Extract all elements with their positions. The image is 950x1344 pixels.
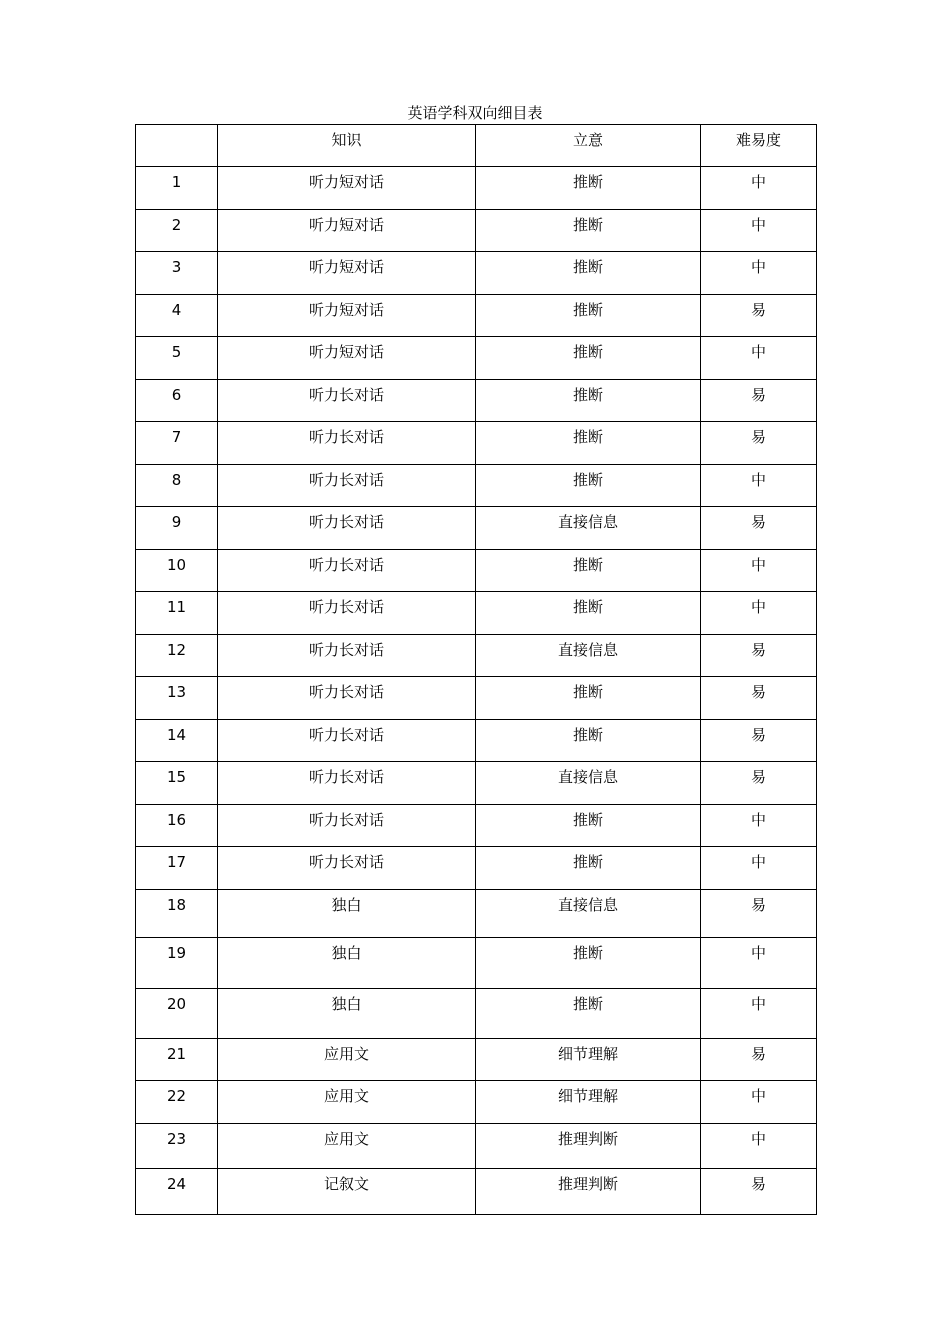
difficulty-cell: 中 (701, 210, 817, 252)
difficulty-cell: 易 (701, 1039, 817, 1081)
intent-cell: 推断 (476, 252, 701, 295)
difficulty-cell: 中 (701, 592, 817, 635)
table-row (136, 507, 817, 550)
table-row (136, 762, 817, 805)
row-number-cell: 18 (136, 890, 218, 938)
table-row (136, 380, 817, 422)
intent-cell: 直接信息 (476, 507, 701, 550)
difficulty-cell: 易 (701, 295, 817, 337)
table-row (136, 677, 817, 720)
difficulty-cell: 中 (701, 550, 817, 592)
difficulty-cell: 易 (701, 762, 817, 805)
knowledge-cell: 听力长对话 (218, 677, 476, 720)
difficulty-cell: 中 (701, 989, 817, 1039)
header-cell-number (136, 125, 218, 167)
row-number-cell: 1 (136, 167, 218, 210)
table-row (136, 938, 817, 989)
knowledge-cell: 独白 (218, 938, 476, 989)
knowledge-cell: 听力长对话 (218, 507, 476, 550)
difficulty-cell: 易 (701, 422, 817, 465)
intent-cell: 推断 (476, 550, 701, 592)
difficulty-cell: 易 (701, 635, 817, 677)
knowledge-cell: 听力长对话 (218, 422, 476, 465)
table-row (136, 989, 817, 1039)
row-number-cell: 5 (136, 337, 218, 380)
table-row (136, 167, 817, 210)
table-row (136, 1081, 817, 1124)
intent-cell: 直接信息 (476, 635, 701, 677)
table-row (136, 1039, 817, 1081)
knowledge-cell: 应用文 (218, 1124, 476, 1169)
table-row (136, 295, 817, 337)
row-number-cell: 4 (136, 295, 218, 337)
row-number-cell: 6 (136, 380, 218, 422)
table-row (136, 1169, 817, 1215)
table-row (136, 805, 817, 847)
row-number-cell: 7 (136, 422, 218, 465)
difficulty-cell: 中 (701, 938, 817, 989)
row-number-cell: 15 (136, 762, 218, 805)
knowledge-cell: 应用文 (218, 1039, 476, 1081)
knowledge-cell: 听力长对话 (218, 805, 476, 847)
difficulty-cell: 中 (701, 805, 817, 847)
difficulty-cell: 易 (701, 1169, 817, 1215)
table-row (136, 1124, 817, 1169)
intent-cell: 直接信息 (476, 762, 701, 805)
difficulty-cell: 易 (701, 380, 817, 422)
difficulty-cell: 中 (701, 337, 817, 380)
intent-cell: 推断 (476, 677, 701, 720)
row-number-cell: 8 (136, 465, 218, 507)
intent-cell: 推断 (476, 167, 701, 210)
knowledge-cell: 听力短对话 (218, 295, 476, 337)
table-row (136, 550, 817, 592)
knowledge-cell: 应用文 (218, 1081, 476, 1124)
row-number-cell: 23 (136, 1124, 218, 1169)
difficulty-cell: 中 (701, 252, 817, 295)
difficulty-cell: 易 (701, 890, 817, 938)
row-number-cell: 22 (136, 1081, 218, 1124)
table-header-row (136, 125, 817, 167)
knowledge-cell: 听力长对话 (218, 635, 476, 677)
knowledge-cell: 听力长对话 (218, 762, 476, 805)
row-number-cell: 20 (136, 989, 218, 1039)
row-number-cell: 9 (136, 507, 218, 550)
knowledge-cell: 听力短对话 (218, 210, 476, 252)
knowledge-cell: 记叙文 (218, 1169, 476, 1215)
intent-cell: 推断 (476, 847, 701, 890)
knowledge-cell: 听力长对话 (218, 465, 476, 507)
row-number-cell: 17 (136, 847, 218, 890)
intent-cell: 推断 (476, 337, 701, 380)
row-number-cell: 13 (136, 677, 218, 720)
row-number-cell: 19 (136, 938, 218, 989)
intent-cell: 推理判断 (476, 1124, 701, 1169)
knowledge-cell: 听力长对话 (218, 847, 476, 890)
knowledge-cell: 听力短对话 (218, 167, 476, 210)
knowledge-cell: 独白 (218, 890, 476, 938)
intent-cell: 推断 (476, 295, 701, 337)
table-row (136, 635, 817, 677)
row-number-cell: 14 (136, 720, 218, 762)
difficulty-cell: 中 (701, 1081, 817, 1124)
table-row (136, 210, 817, 252)
row-number-cell: 21 (136, 1039, 218, 1081)
intent-cell: 直接信息 (476, 890, 701, 938)
spec-table (135, 124, 817, 1215)
row-number-cell: 11 (136, 592, 218, 635)
knowledge-cell: 听力长对话 (218, 592, 476, 635)
intent-cell: 细节理解 (476, 1039, 701, 1081)
intent-cell: 推断 (476, 210, 701, 252)
knowledge-cell: 听力长对话 (218, 380, 476, 422)
knowledge-cell: 听力长对话 (218, 720, 476, 762)
header-cell-intent: 立意 (476, 125, 701, 167)
knowledge-cell: 独白 (218, 989, 476, 1039)
intent-cell: 推理判断 (476, 1169, 701, 1215)
row-number-cell: 16 (136, 805, 218, 847)
knowledge-cell: 听力短对话 (218, 252, 476, 295)
table-row (136, 890, 817, 938)
row-number-cell: 2 (136, 210, 218, 252)
row-number-cell: 24 (136, 1169, 218, 1215)
knowledge-cell: 听力短对话 (218, 337, 476, 380)
intent-cell: 推断 (476, 805, 701, 847)
table-row (136, 422, 817, 465)
row-number-cell: 10 (136, 550, 218, 592)
difficulty-cell: 中 (701, 1124, 817, 1169)
table-row (136, 720, 817, 762)
page-title: 英语学科双向细目表 (407, 104, 543, 122)
table-row (136, 465, 817, 507)
difficulty-cell: 易 (701, 507, 817, 550)
difficulty-cell: 中 (701, 847, 817, 890)
intent-cell: 推断 (476, 720, 701, 762)
intent-cell: 推断 (476, 422, 701, 465)
header-cell-knowledge: 知识 (218, 125, 476, 167)
difficulty-cell: 中 (701, 465, 817, 507)
header-cell-difficulty: 难易度 (701, 125, 817, 167)
table-row (136, 847, 817, 890)
intent-cell: 推断 (476, 592, 701, 635)
intent-cell: 推断 (476, 989, 701, 1039)
difficulty-cell: 易 (701, 720, 817, 762)
table-row (136, 592, 817, 635)
difficulty-cell: 中 (701, 167, 817, 210)
table-row (136, 337, 817, 380)
intent-cell: 推断 (476, 380, 701, 422)
difficulty-cell: 易 (701, 677, 817, 720)
intent-cell: 细节理解 (476, 1081, 701, 1124)
knowledge-cell: 听力长对话 (218, 550, 476, 592)
row-number-cell: 3 (136, 252, 218, 295)
table-row (136, 252, 817, 295)
intent-cell: 推断 (476, 938, 701, 989)
row-number-cell: 12 (136, 635, 218, 677)
intent-cell: 推断 (476, 465, 701, 507)
